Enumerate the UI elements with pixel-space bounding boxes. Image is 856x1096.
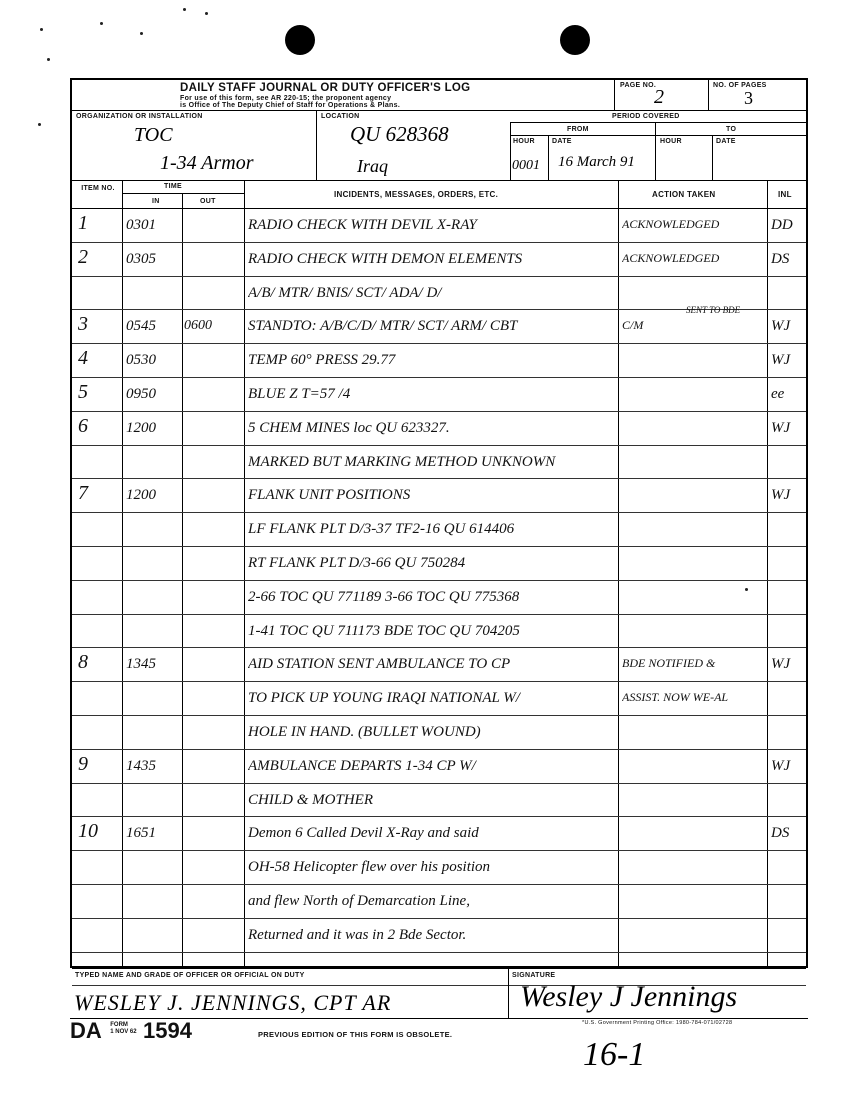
printing-office-note: *U.S. Government Printing Office: 1980-784-071/02728 [582,1020,733,1026]
table-row [72,445,806,479]
incident-text-cell: RT FLANK PLT D/3-66 QU 750284 [248,555,466,571]
initials-cell: DS [771,250,790,267]
item-no-cell: 5 [78,381,88,403]
time-in-cell: 1651 [126,825,156,842]
time-out-label: OUT [200,198,216,205]
initials-cell: WJ [771,352,791,369]
item-no-cell: 1 [78,212,88,234]
time-in-cell: 0530 [126,352,156,369]
table-row [72,749,806,783]
location-label: LOCATION [321,113,360,120]
previous-edition-note: PREVIOUS EDITION OF THIS FORM IS OBSOLETE. [258,1030,453,1039]
org-line-1: TOC [134,124,173,146]
time-in-cell: 1200 [126,487,156,504]
incident-text-cell: BLUE Z T=57 /4 [248,386,351,402]
time-in-cell: 0545 [126,318,156,335]
action-taken-cell: ACKNOWLEDGED [622,217,720,231]
form-id-prefix: DA [70,1018,102,1043]
incident-text-cell: MARKED BUT MARKING METHOD UNKNOWN [248,453,556,470]
incidents-label: INCIDENTS, MESSAGES, ORDERS, ETC. [334,190,499,199]
table-row [72,647,806,681]
incident-text-cell: LF FLANK PLT D/3-37 TF2-16 QU 614406 [248,521,515,538]
table-row [72,918,806,952]
incident-text-cell: STANDTO: A/B/C/D/ MTR/ SCT/ ARM/ CBT [248,318,518,335]
table-row [72,580,806,614]
typed-name-value: WESLEY J. JENNINGS, CPT AR [74,990,392,1015]
incident-text-cell: A/B/ MTR/ BNIS/ SCT/ ADA/ D/ [248,284,442,301]
page-no-label: PAGE NO. [620,82,657,89]
incident-text-cell: HOLE IN HAND. (BULLET WOUND) [248,724,481,740]
time-in-cell: 0301 [126,217,156,233]
incident-text-cell: AMBULANCE DEPARTS 1-34 CP W/ [248,757,476,774]
action-taken-cell: C/M [622,318,644,333]
item-no-cell: 10 [78,820,98,843]
time-out-cell: 0600 [184,318,212,334]
scan-speck [183,8,186,11]
action-taken-cell: ACKNOWLEDGED [622,250,720,265]
incident-text-cell: AID STATION SENT AMBULANCE TO CP [248,656,511,673]
scan-speck [38,123,41,126]
item-no-cell: 2 [78,245,88,268]
period-covered-label: PERIOD COVERED [612,113,680,120]
form-number: 1594 [143,1018,192,1043]
signature-value: Wesley J Jennings [520,980,738,1013]
incident-text-cell: RADIO CHECK WITH DEMON ELEMENTS [248,250,523,267]
form-title: DAILY STAFF JOURNAL OR DUTY OFFICER'S LOG [180,82,471,94]
no-pages-value: 3 [744,88,753,108]
from-hour-label: HOUR [513,138,535,145]
form-subtitle-2: is Office of The Deputy Chief of Staff for Operations & Plans. [180,102,401,109]
initials-cell: WJ [771,419,791,436]
from-date-label: DATE [552,138,572,145]
action-taken-cell: ASSIST. NOW WE-AL [622,690,729,705]
form-subtitle-1: For use of this form, see AR 220-15; the proponent agency [180,95,392,102]
scan-speck [100,22,103,25]
no-pages-label: NO. OF PAGES [713,82,767,89]
typed-name-label: TYPED NAME AND GRADE OF OFFICER OR OFFICIAL ON DUTY [75,972,305,979]
form-date: 1 NOV 62 [110,1029,137,1035]
location-line-2: Iraq [357,156,388,176]
to-hour-label: HOUR [660,138,682,145]
table-row [72,411,806,445]
table-row [72,305,806,343]
incident-text-cell: OH-58 Helicopter flew over his position [248,859,491,876]
time-in-cell: 0950 [126,386,156,402]
page-no-value: 2 [654,86,664,108]
action-taken-cell: BDE NOTIFIED & [622,656,716,671]
incident-text-cell: CHILD & MOTHER [248,791,374,808]
incident-text-cell: 1-41 TOC QU 711173 BDE TOC QU 704205 [248,622,520,639]
item-no-cell: 6 [78,414,88,437]
time-in-cell: 1345 [126,656,156,673]
time-in-cell: 0305 [126,250,156,267]
scan-speck [40,28,43,31]
table-row [72,816,806,850]
to-label: TO [726,126,737,133]
from-date-value: 16 March 91 [558,154,635,170]
table-row [72,850,806,884]
table-row [72,546,806,580]
org-label: ORGANIZATION OR INSTALLATION [76,113,203,120]
initials-cell: WJ [771,656,791,673]
table-row [72,242,806,276]
time-in-label: IN [152,198,160,205]
from-label: FROM [567,126,589,133]
scan-speck [205,12,208,15]
item-no-cell: 8 [78,651,88,674]
incident-text-cell: RADIO CHECK WITH DEVIL X-RAY [248,217,477,233]
initials-cell: WJ [771,487,791,504]
initials-cell: DD [771,217,793,233]
incident-text-cell: TEMP 60° PRESS 29.77 [248,352,396,369]
initials-cell: WJ [771,757,791,774]
table-row [72,512,806,546]
journal-form [70,78,808,968]
signature-label: SIGNATURE [512,972,556,979]
table-row [72,715,806,749]
incident-text-cell: Returned and it was in 2 Bde Sector. [248,926,467,943]
inl-label: INL [778,190,792,199]
incident-text-cell: 2-66 TOC QU 771189 3-66 TOC QU 775368 [248,588,520,605]
item-no-cell: 9 [78,752,88,775]
initials-cell: WJ [771,318,791,335]
location-line-1: QU 628368 [350,122,449,146]
item-no-cell: 4 [78,347,88,370]
table-row [72,614,806,648]
item-no-label: ITEM NO. [81,185,115,192]
initials-cell: DS [771,825,790,842]
action-taken-label: ACTION TAKEN [652,190,716,199]
table-row [72,478,806,512]
from-hour-value: 0001 [512,158,540,173]
initials-cell: ee [771,386,785,402]
table-row [72,884,806,918]
incident-text-cell: FLANK UNIT POSITIONS [248,487,411,504]
form-id [70,1018,192,1044]
table-row [72,377,806,411]
action-taken-note: SENT TO BDE [686,305,741,316]
table-row [72,343,806,377]
scan-speck [140,32,143,35]
time-in-cell: 1200 [126,419,156,436]
table-row [72,276,806,310]
form-id-date-block [110,1022,136,1036]
incident-text-cell: 5 CHEM MINES loc QU 623327. [248,419,450,436]
table-row [72,681,806,715]
item-no-cell: 3 [78,313,88,336]
to-date-label: DATE [716,138,736,145]
time-in-cell: 1435 [126,757,156,774]
incident-text-cell: and flew North of Demarcation Line, [248,893,470,909]
table-row [72,208,806,242]
incident-text-cell: Demon 6 Called Devil X-Ray and said [248,825,479,842]
punch-hole-right [560,25,590,55]
incident-text-cell: TO PICK UP YOUNG IRAQI NATIONAL W/ [248,690,520,707]
punch-hole-left [285,25,315,55]
org-line-2: 1-34 Armor [160,152,254,174]
page-marker: 16-1 [583,1036,646,1073]
form-word: FORM [110,1022,128,1028]
table-row [72,783,806,817]
item-no-cell: 7 [78,482,88,505]
scan-speck [47,58,50,61]
time-label: TIME [164,183,182,190]
